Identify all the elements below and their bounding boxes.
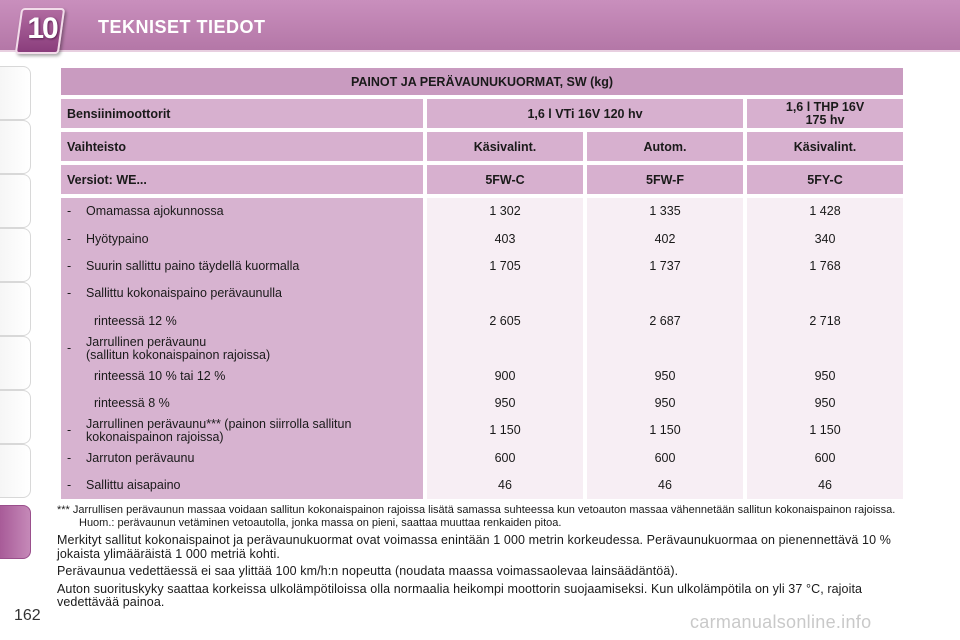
table-title: PAINOT JA PERÄVAUNUKUORMAT, SW (kg) bbox=[61, 68, 903, 95]
table-row-value bbox=[747, 280, 903, 307]
row-value-3: 950 bbox=[814, 368, 836, 383]
engine-b bbox=[747, 99, 903, 128]
table-row-value bbox=[427, 472, 583, 499]
page-number: 162 bbox=[14, 607, 41, 624]
table-row-value bbox=[747, 198, 903, 225]
table-row-value bbox=[427, 362, 583, 389]
row-value-1: 1 150 bbox=[489, 423, 521, 438]
row-bullet: - bbox=[67, 341, 72, 356]
row-bullet: - bbox=[67, 286, 72, 301]
table-row-value bbox=[587, 280, 743, 307]
watermark: carmanualsonline.info bbox=[690, 612, 872, 632]
row-value-3: 950 bbox=[814, 395, 836, 410]
chapter-tab-2[interactable] bbox=[0, 120, 31, 174]
paragraph-speed: Perävaunua vedettäessä ei saa ylittää 100 km/h:n nopeutta (noudata maassa voimassaolevaa lainsäädäntöä). bbox=[57, 564, 679, 578]
table-row-label bbox=[61, 335, 423, 362]
table-row-label bbox=[61, 198, 423, 225]
row-value-2: 2 687 bbox=[649, 313, 681, 328]
table-row-label bbox=[61, 390, 423, 417]
row-label-text: rinteessä 12 % bbox=[94, 313, 177, 328]
table-row-label bbox=[61, 225, 423, 252]
row-bullet: - bbox=[67, 258, 72, 273]
chapter-tab-5[interactable] bbox=[0, 282, 31, 336]
table-row-label bbox=[61, 417, 423, 444]
footnote: *** Jarrullisen perävaunun massaa voidaan sallitun kokonaispainon rajoissa lisätä samassa suhteessa kun vetoauton massaa vähennetään sallitun kokonaispainon rajoissa. Huom.: perävaunun vetäminen vetoautolla, jonka massa on pieni, saattaa muuttaa renkaiden pitoa. bbox=[57, 504, 896, 529]
row-label-text: Hyötypaino bbox=[86, 231, 149, 246]
table-row-value bbox=[747, 417, 903, 444]
row-bullet: - bbox=[67, 478, 72, 493]
row-value-2: 1 335 bbox=[649, 204, 681, 219]
row-bullet: - bbox=[67, 423, 72, 438]
row-value-3: 2 718 bbox=[809, 313, 841, 328]
table-row-value bbox=[747, 445, 903, 472]
engine-b-line2: 175 hv bbox=[805, 112, 845, 127]
weights-table bbox=[57, 64, 907, 503]
row-value-1: 900 bbox=[494, 368, 516, 383]
row-value-1: 950 bbox=[494, 395, 516, 410]
version-1: 5FW-C bbox=[427, 165, 583, 194]
values-column-3 bbox=[747, 198, 903, 499]
table-row-value bbox=[747, 308, 903, 335]
table-row-value bbox=[587, 335, 743, 362]
gearbox-1: Käsivalint. bbox=[427, 132, 583, 161]
chapter-tab-4[interactable] bbox=[0, 228, 31, 282]
gearbox-2: Autom. bbox=[587, 132, 743, 161]
row-label-text: Suurin sallittu paino täydellä kuormalla bbox=[86, 258, 300, 273]
row-label-text: rinteessä 8 % bbox=[94, 395, 170, 410]
table-row-value bbox=[427, 198, 583, 225]
row-label-text: Omamassa ajokunnossa bbox=[86, 204, 224, 219]
row-value-1: 403 bbox=[494, 231, 516, 246]
table-row-value bbox=[427, 308, 583, 335]
version-3: 5FY-C bbox=[747, 165, 903, 194]
engine-a: 1,6 l VTi 16V 120 hv bbox=[427, 99, 743, 128]
values-column-2 bbox=[587, 198, 743, 499]
chapter-tab-8[interactable] bbox=[0, 444, 31, 498]
table-row-value bbox=[587, 362, 743, 389]
table-row-value bbox=[747, 335, 903, 362]
table-row-value bbox=[427, 335, 583, 362]
header-divider bbox=[0, 50, 960, 52]
row-value-3: 1 428 bbox=[809, 204, 841, 219]
table-row-value bbox=[427, 253, 583, 280]
row-label-text: Jarruton perävaunu bbox=[86, 450, 195, 465]
row-label-text: rinteessä 10 % tai 12 % bbox=[94, 368, 226, 383]
row-bullet: - bbox=[67, 450, 72, 465]
row-value-2: 950 bbox=[654, 395, 676, 410]
row-label-text: Jarrullinen perävaunu*** (painon siirrolla sallitun kokonaispainon rajoissa) bbox=[86, 416, 352, 444]
row-label-text: Sallittu kokonaispaino perävaunulla bbox=[86, 286, 282, 301]
table-row-label bbox=[61, 362, 423, 389]
row-value-3: 340 bbox=[814, 231, 836, 246]
row-value-2: 402 bbox=[654, 231, 676, 246]
row-labels-column bbox=[61, 198, 423, 499]
table-row-value bbox=[587, 308, 743, 335]
notes-section bbox=[57, 504, 905, 610]
version-label: Versiot: WE... bbox=[61, 165, 423, 194]
engine-b-line1: 1,6 l THP 16V bbox=[785, 99, 865, 114]
table-row-label bbox=[61, 472, 423, 499]
row-value-1: 1 302 bbox=[489, 204, 521, 219]
table-row-label bbox=[61, 280, 423, 307]
row-value-2: 1 737 bbox=[649, 258, 681, 273]
table-row-value bbox=[587, 390, 743, 417]
row-value-2: 46 bbox=[658, 478, 672, 493]
table-row-value bbox=[587, 472, 743, 499]
table-row-value bbox=[747, 225, 903, 252]
row-value-1: 1 705 bbox=[489, 258, 521, 273]
row-bullet: - bbox=[67, 231, 72, 246]
table-row-value bbox=[427, 417, 583, 444]
row-value-3: 1 150 bbox=[809, 423, 841, 438]
values-column-1 bbox=[427, 198, 583, 499]
table-row-value bbox=[427, 445, 583, 472]
gearbox-3: Käsivalint. bbox=[747, 132, 903, 161]
chapter-tab-7[interactable] bbox=[0, 390, 31, 444]
engine-label: Bensiinimoottorit bbox=[61, 99, 423, 128]
row-value-3: 1 768 bbox=[809, 258, 841, 273]
table-row-value bbox=[747, 253, 903, 280]
table-row-value bbox=[747, 472, 903, 499]
row-value-1: 46 bbox=[498, 478, 512, 493]
row-label-text: Jarrullinen perävaunu (sallitun kokonaispainon rajoissa) bbox=[86, 334, 271, 362]
table-row-value bbox=[427, 280, 583, 307]
row-value-2: 950 bbox=[654, 368, 676, 383]
row-value-3: 46 bbox=[818, 478, 832, 493]
table-row-value bbox=[427, 225, 583, 252]
chapter-tab-1[interactable] bbox=[0, 66, 31, 120]
chapter-title: TEKNISET TIEDOT bbox=[98, 17, 266, 37]
table-row-value bbox=[587, 253, 743, 280]
table-row-value bbox=[747, 390, 903, 417]
row-value-2: 600 bbox=[654, 450, 676, 465]
row-label-text: Sallittu aisapaino bbox=[86, 478, 181, 493]
row-value-3: 600 bbox=[814, 450, 836, 465]
gearbox-label: Vaihteisto bbox=[61, 132, 423, 161]
paragraph-altitude: Merkityt sallitut kokonaispainot ja perävaunukuormat ovat voimassa enintään 1 000 metrin korkeudessa. Perävaunukuormaa on pienennettävä 10 % jokaista ylimääräistä 1 000 metriä kohti. bbox=[57, 533, 891, 561]
table-row-label bbox=[61, 308, 423, 335]
row-value-1: 600 bbox=[494, 450, 516, 465]
chapter-tab-6[interactable] bbox=[0, 336, 31, 390]
table-row-label bbox=[61, 253, 423, 280]
chapter-tab-10-active[interactable] bbox=[0, 505, 31, 559]
chapter-tab-3[interactable] bbox=[0, 174, 31, 228]
row-bullet: - bbox=[67, 204, 72, 219]
table-row-value bbox=[587, 445, 743, 472]
row-value-1: 2 605 bbox=[489, 313, 521, 328]
chapter-number: 10 bbox=[27, 12, 57, 45]
version-2: 5FW-F bbox=[587, 165, 743, 194]
table-row-value bbox=[747, 362, 903, 389]
row-value-2: 1 150 bbox=[649, 423, 681, 438]
table-row-value bbox=[587, 417, 743, 444]
paragraph-temperature: Auton suorituskyky saattaa korkeissa ulkolämpötiloissa olla normaalia heikompi moottorin suojaamiseksi. Kun ulkolämpötila on yli 37 °C, rajoita vedettävää painoa. bbox=[57, 581, 863, 609]
table-row-value bbox=[427, 390, 583, 417]
table-row-label bbox=[61, 445, 423, 472]
table-row-value bbox=[587, 225, 743, 252]
table-row-value bbox=[587, 198, 743, 225]
